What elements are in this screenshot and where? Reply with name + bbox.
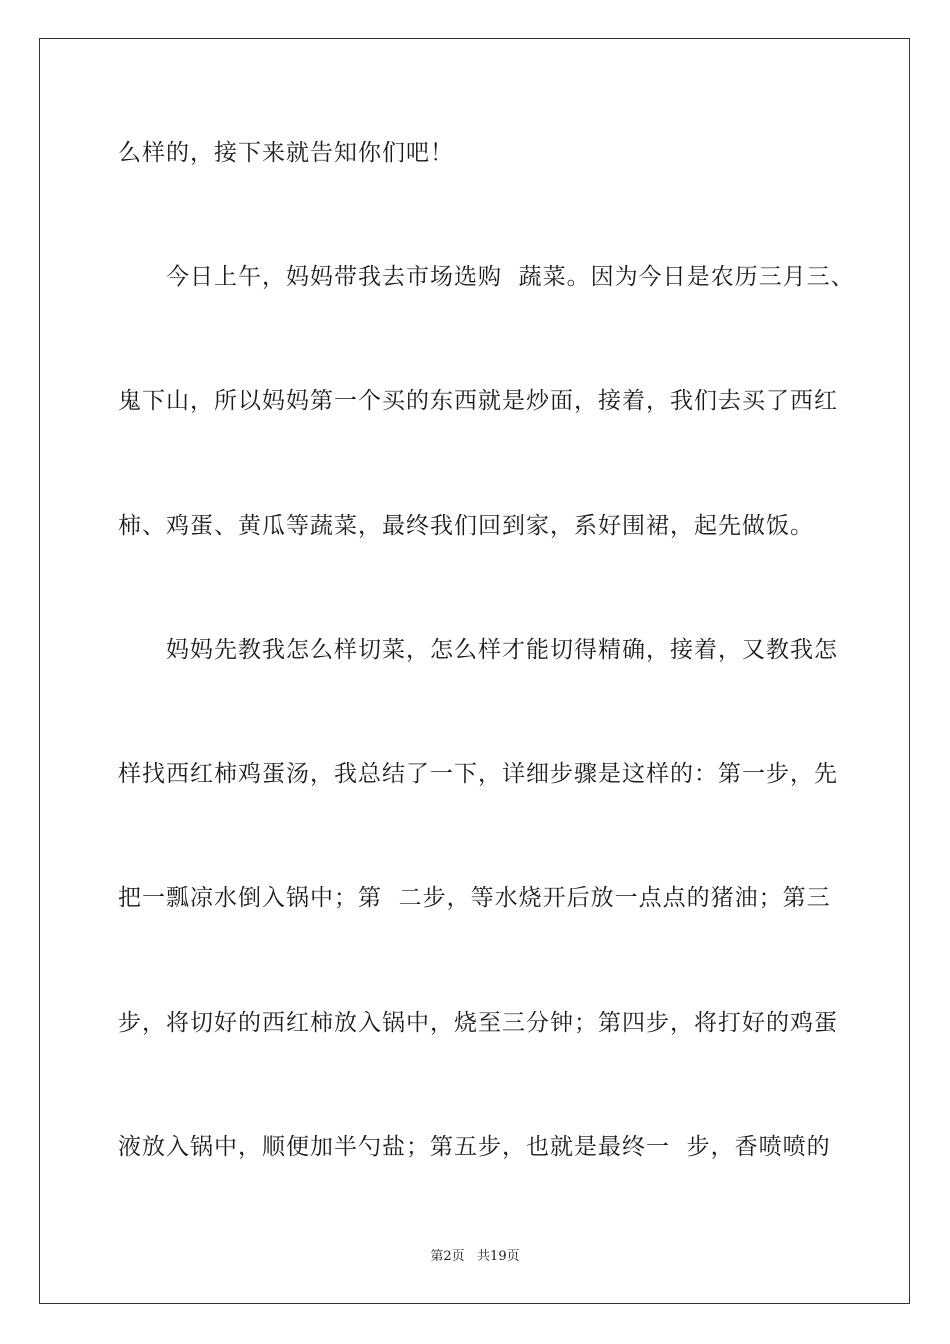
text-line-8: 步，将切好的西红柿放入锅中，烧至三分钟；第四步，将打好的鸡蛋 <box>118 1010 838 1036</box>
text-line-3: 鬼下山，所以妈妈第一个买的东西就是炒面，接着，我们去买了西红 <box>118 388 838 414</box>
text-line-4: 柿、鸡蛋、黄瓜等蔬菜，最终我们回到家，系好围裙，起先做饭。 <box>118 513 814 539</box>
text-line-6: 样找西红柿鸡蛋汤，我总结了一下，详细步骤是这样的：第一步，先 <box>118 761 838 787</box>
text-line-9: 液放入锅中，顺便加半勺盐；第五步，也就是最终一 步，香喷喷的 <box>118 1134 831 1160</box>
text-line-5: 妈妈先教我怎么样切菜，怎么样才能切得精确，接着，又教我怎 <box>118 637 838 663</box>
text-line-2: 今日上午，妈妈带我去市场选购 蔬菜。因为今日是农历三月三、 <box>118 264 855 290</box>
page-border <box>39 38 910 1304</box>
text-line-7: 把一瓢凉水倒入锅中；第 二步，等水烧开后放一点点的猪油；第三 <box>118 885 831 911</box>
text-line-1: 么样的，接下来就告知你们吧！ <box>118 140 454 166</box>
page-number-footer: 第2页 共19页 <box>430 1249 520 1264</box>
